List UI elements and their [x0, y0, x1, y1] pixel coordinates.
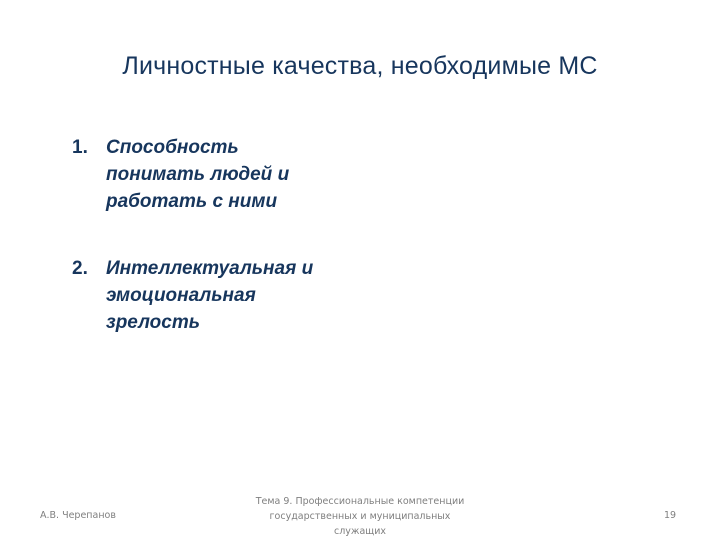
list-item-number: 1.	[72, 137, 88, 158]
list-item	[72, 255, 313, 336]
footer-topic-line: Тема 9. Профессиональные компетенции	[255, 496, 465, 507]
list-item-line: эмоциональная	[106, 285, 256, 306]
footer-topic-line: служащих	[333, 526, 387, 537]
footer-topic	[230, 494, 490, 539]
list-item-line: работать с ними	[106, 191, 278, 212]
page-number: 19	[664, 510, 677, 521]
list-item-line: Интеллектуальная и	[106, 258, 314, 279]
list-item-line: Способность	[106, 137, 239, 158]
slide-title: Личностные качества, необходимые МС	[122, 52, 598, 80]
footer-topic-line: государственных и муниципальных	[269, 511, 451, 522]
list-item	[72, 134, 313, 215]
qualities-list	[72, 134, 313, 336]
list-item-number: 2.	[72, 258, 88, 279]
list-item-line: понимать людей и	[106, 164, 290, 185]
footer-author: А.В. Черепанов	[40, 510, 116, 521]
list-item-line: зрелость	[106, 312, 201, 333]
